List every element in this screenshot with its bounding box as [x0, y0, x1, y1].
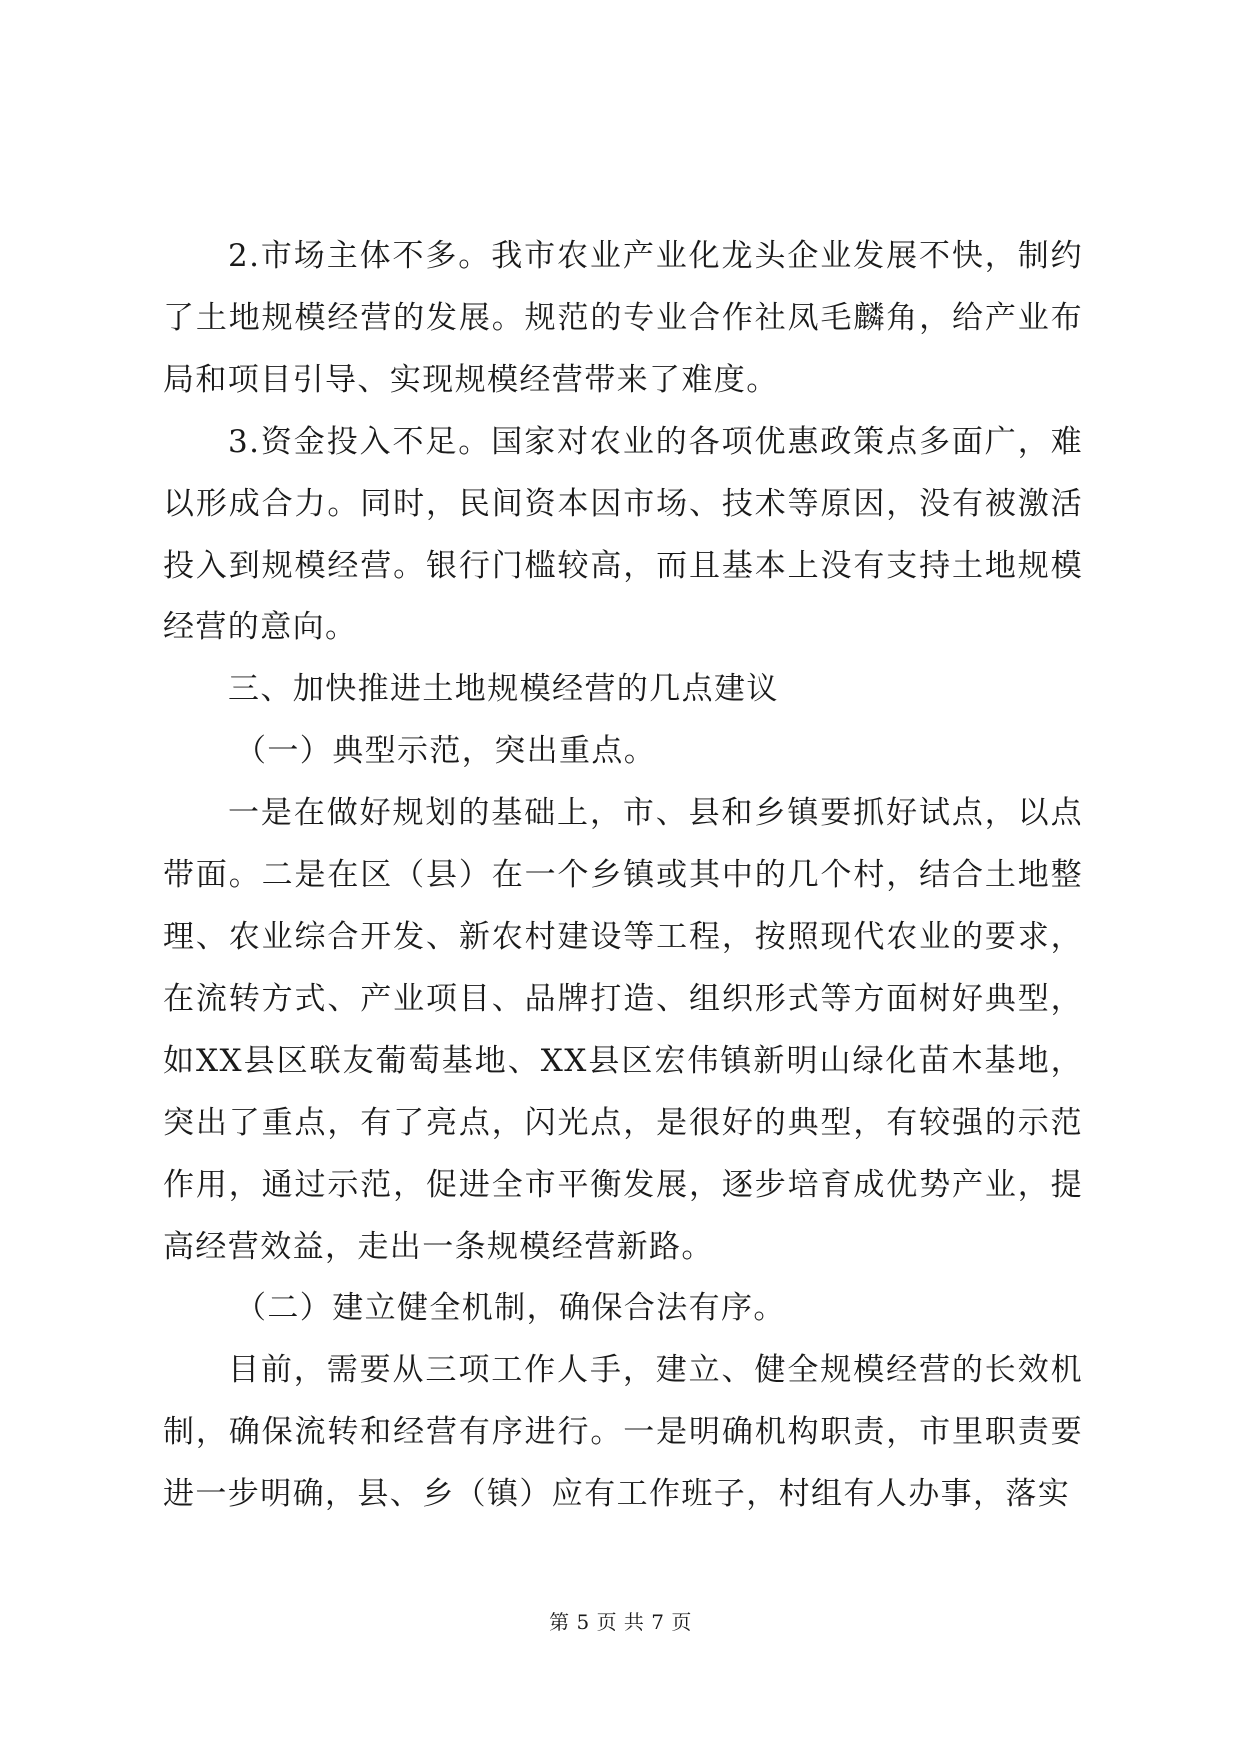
paragraph-demonstration: 一是在做好规划的基础上，市、县和乡镇要抓好试点，以点带面。二是在区（县）在一个乡镇或其中的几个村，结合土地整理、农业综合开发、新农村建设等工程，按照现代农业的要求，在流转方式、产业项目、品牌打造、组织形式等方面树好典型，如XX县区联友葡萄基地、XX县区宏伟镇新明山绿化苗木基地，突出了重点，有了亮点，闪光点，是很好的典型，有较强的示范作用，通过示范，促进全市平衡发展，逐步培育成优势产业，提高经营效益，走出一条规模经营新路。 — [163, 795, 1083, 1265]
page-number-footer: 第 5 页 共 7 页 — [549, 1610, 692, 1634]
document-body — [163, 226, 1083, 1526]
paragraph-capital-investment: 3.资金投入不足。国家对农业的各项优惠政策点多面广，难以形成合力。同时，民间资本因市场、技术等原因，没有被激活投入到规模经营。银行门槛较高，而且基本上没有支持土地规模经营的意向。 — [163, 423, 1083, 646]
subheading-mechanism: （二）建立健全机制，确保合法有序。 — [235, 1290, 786, 1327]
section-heading-suggestions: 三、加快推进土地规模经营的几点建议 — [228, 671, 779, 708]
paragraph-market-entities: 2.市场主体不多。我市农业产业化龙头企业发展不快，制约了土地规模经营的发展。规范的专业合作社凤毛麟角，给产业布局和项目引导、实现规模经营带来了难度。 — [163, 238, 1083, 398]
subheading-demonstration: （一）典型示范，突出重点。 — [235, 733, 657, 770]
paragraph-mechanism: 目前，需要从三项工作人手，建立、健全规模经营的长效机制，确保流转和经营有序进行。一是明确机构职责，市里职责要进一步明确，县、乡（镇）应有工作班子，村组有人办事，落实 — [163, 1352, 1083, 1513]
